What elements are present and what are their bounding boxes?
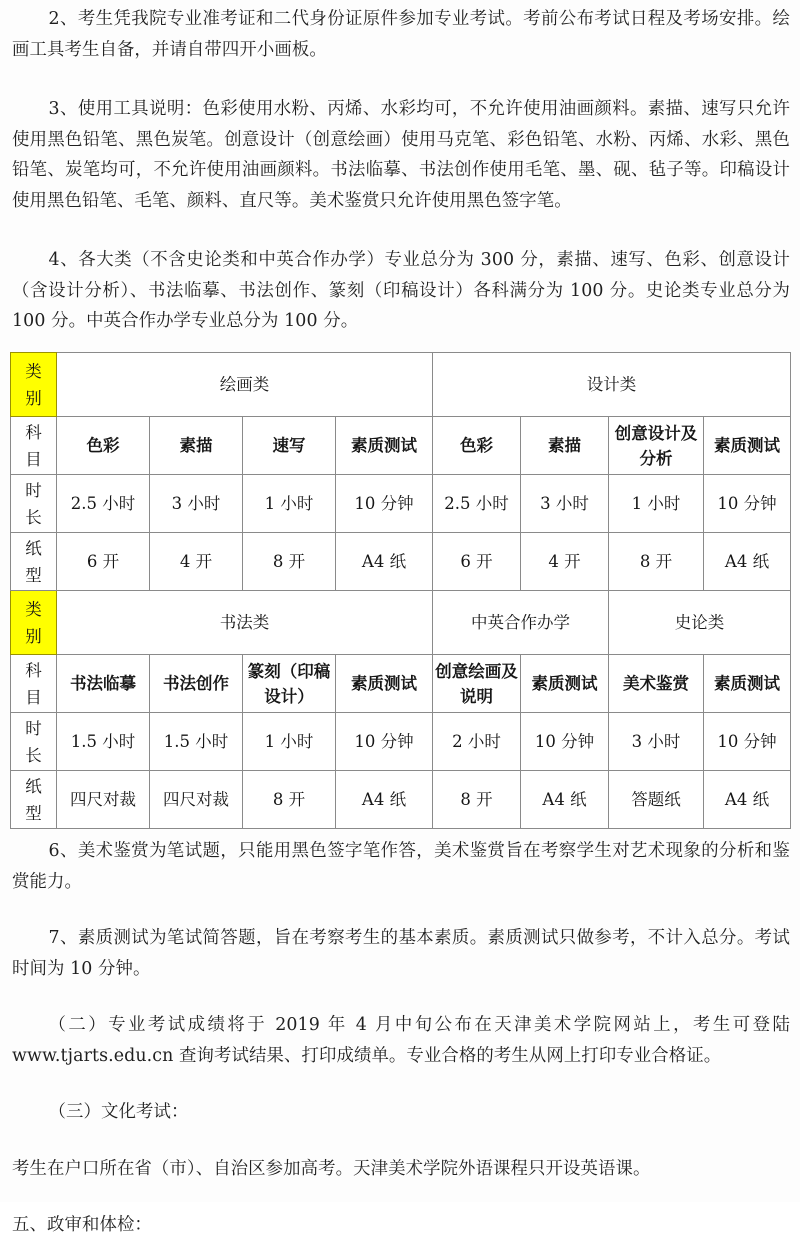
- table-cell-paper: 6 开: [57, 533, 150, 591]
- table-cell-duration: 1 小时: [243, 713, 336, 771]
- row-label-char: 型: [25, 803, 42, 823]
- table-cell-paper: 4 开: [150, 533, 243, 591]
- row-label-char: 类: [25, 361, 42, 381]
- spacer: [0, 1196, 800, 1210]
- row-label-category-1: [11, 353, 57, 417]
- table-cell-duration: 1 小时: [609, 475, 704, 533]
- table-cell-subject: 素描: [521, 417, 609, 475]
- table-cell-paper: 8 开: [243, 771, 336, 829]
- table-cell-paper: 8 开: [243, 533, 336, 591]
- table-cell-paper: A4 纸: [336, 771, 433, 829]
- spacer: [0, 1140, 800, 1154]
- row-label-char: 时: [25, 718, 42, 738]
- table-cell-paper: A4 纸: [704, 533, 791, 591]
- row-label-char: 型: [25, 565, 42, 585]
- table-cell-duration: 1.5 小时: [57, 713, 150, 771]
- row-label-char: 科: [25, 660, 42, 680]
- row-label-char: 类: [25, 599, 42, 619]
- table-cell-subject: 书法临摹: [57, 655, 150, 713]
- table-cell-subject: 篆刻（印稿设计）: [243, 655, 336, 713]
- table-row-category-1: [11, 353, 791, 417]
- table-cell-subject: 素质测试: [336, 655, 433, 713]
- table-cell-paper: 答题纸: [609, 771, 704, 829]
- paragraph-item-4: 4、各大类（不含史论类和中英合作办学）专业总分为 300 分，素描、速写、色彩、创意设计（含设计分析）、书法临摹、书法创作、篆刻（印稿设计）各科满分为 100 分。史论类专业总分为 100 分。中英合作办学专业总分为 100 分。: [12, 250, 790, 331]
- table-cell-duration: 3 小时: [521, 475, 609, 533]
- paragraph-item-6: 6、美术鉴赏为笔试题，只能用黑色签字笔作答，美术鉴赏旨在考察学生对艺术现象的分析和鉴赏能力。: [12, 841, 790, 892]
- table-cell-paper: 四尺对裁: [57, 771, 150, 829]
- table-cell-subject: 色彩: [433, 417, 521, 475]
- spacer: [0, 77, 800, 94]
- text-block-top: [0, 4, 800, 408]
- row-label-char: 目: [25, 687, 42, 707]
- spacer: [0, 1083, 800, 1097]
- table-cell-duration: 2.5 小时: [57, 475, 150, 533]
- table-row-category-2: [11, 591, 791, 655]
- table-row-duration-2: [11, 713, 791, 771]
- row-label-paper-1: [11, 533, 57, 591]
- category-header-painting: 绘画类: [57, 353, 433, 417]
- paragraph-item-11: 五、政审和体检：: [12, 1215, 152, 1235]
- table-cell-subject: 书法创作: [150, 655, 243, 713]
- row-label-paper-2: [11, 771, 57, 829]
- paragraph-item-7: 7、素质测试为笔试简答题，旨在考察考生的基本素质。素质测试只做参考，不计入总分。考试时间为 10 分钟。: [12, 928, 790, 979]
- paragraph-item-2: 2、考生凭我院专业准考证和二代身份证原件参加专业考试。考前公布考试日程及考场安排。绘画工具考生自备，并请自带四开小画板。: [12, 9, 790, 60]
- table-cell-subject: 素质测试: [336, 417, 433, 475]
- spacer: [0, 996, 800, 1010]
- table-cell-duration: 1.5 小时: [150, 713, 243, 771]
- table-cell-subject: 创意设计及分析: [609, 417, 704, 475]
- table-row-paper-2: [11, 771, 791, 829]
- table-cell-paper: 四尺对裁: [150, 771, 243, 829]
- table-row-paper-1: [11, 533, 791, 591]
- row-label-duration-1: [11, 475, 57, 533]
- paragraph-item-3: 3、使用工具说明：色彩使用水粉、丙烯、水彩均可，不允许使用油画颜料。素描、速写只允许使用黑色铅笔、黑色炭笔。创意设计（创意绘画）使用马克笔、彩色铅笔、水粉、丙烯、水彩、黑色铅笔、炭笔均可，不允许使用油画颜料。书法临摹、书法创作使用毛笔、墨、砚、毡子等。印稿设计使用黑色铅笔、毛笔、颜料、直尺等。美术鉴赏只允许使用黑色签字笔。: [12, 99, 790, 211]
- table-cell-duration: 10 分钟: [521, 713, 609, 771]
- row-label-char: 别: [25, 388, 42, 408]
- table-cell-duration: 3 小时: [609, 713, 704, 771]
- row-label-char: 纸: [25, 538, 42, 558]
- row-label-subject-1: [11, 417, 57, 475]
- category-header-joint-program: 中英合作办学: [433, 591, 609, 655]
- row-label-char: 长: [25, 507, 42, 527]
- table-cell-duration: 10 分钟: [704, 475, 791, 533]
- row-label-char: 科: [25, 422, 42, 442]
- table-cell-paper: 8 开: [433, 771, 521, 829]
- table-cell-subject: 色彩: [57, 417, 150, 475]
- row-label-category-2: [11, 591, 57, 655]
- row-label-char: 别: [25, 626, 42, 646]
- table-cell-subject: 素质测试: [704, 655, 791, 713]
- category-header-calligraphy: 书法类: [57, 591, 433, 655]
- paragraph-item-8: （二）专业考试成绩将于 2019 年 4 月中旬公布在天津美术学院网站上，考生可登陆 www.tjarts.edu.cn 查询考试结果、打印成绩单。专业合格的考生从网上打印专业合格证。: [12, 1015, 790, 1066]
- row-label-char: 时: [25, 480, 42, 500]
- table-cell-duration: 1 小时: [243, 475, 336, 533]
- table-cell-subject: 美术鉴赏: [609, 655, 704, 713]
- row-label-subject-2: [11, 655, 57, 713]
- table-cell-duration: 2 小时: [433, 713, 521, 771]
- table-cell-subject: 素描: [150, 417, 243, 475]
- table-cell-duration: 10 分钟: [336, 475, 433, 533]
- spacer: [0, 228, 800, 245]
- row-label-char: 纸: [25, 776, 42, 796]
- table-cell-subject: 速写: [243, 417, 336, 475]
- table-cell-subject: 创意绘画及说明: [433, 655, 521, 713]
- exam-schedule-table: [10, 352, 791, 829]
- row-label-duration-2: [11, 713, 57, 771]
- table-cell-duration: 10 分钟: [704, 713, 791, 771]
- table-cell-paper: A4 纸: [336, 533, 433, 591]
- table-cell-paper: A4 纸: [521, 771, 609, 829]
- table-cell-paper: A4 纸: [704, 771, 791, 829]
- row-label-char: 目: [25, 449, 42, 469]
- table-cell-duration: 10 分钟: [336, 713, 433, 771]
- table-cell-duration: 2.5 小时: [433, 475, 521, 533]
- paragraph-item-9: （三）文化考试：: [48, 1102, 189, 1122]
- table-cell-duration: 3 小时: [150, 475, 243, 533]
- table-cell-paper: 8 开: [609, 533, 704, 591]
- row-label-char: 长: [25, 745, 42, 765]
- table-cell-paper: 4 开: [521, 533, 609, 591]
- table-row-subject-2: [11, 655, 791, 713]
- spacer: [0, 909, 800, 923]
- paragraph-item-10: 考生在户口所在省（市）、自治区参加高考。天津美术学院外语课程只开设英语课。: [12, 1158, 651, 1179]
- text-block-bottom: [0, 836, 800, 1253]
- category-header-design: 设计类: [433, 353, 791, 417]
- exam-schedule-table-wrapper: [10, 352, 790, 829]
- table-cell-paper: 6 开: [433, 533, 521, 591]
- table-cell-subject: 素质测试: [704, 417, 791, 475]
- table-cell-subject: 素质测试: [521, 655, 609, 713]
- category-header-history-theory: 史论类: [609, 591, 791, 655]
- table-row-subject-1: [11, 417, 791, 475]
- table-row-duration-1: [11, 475, 791, 533]
